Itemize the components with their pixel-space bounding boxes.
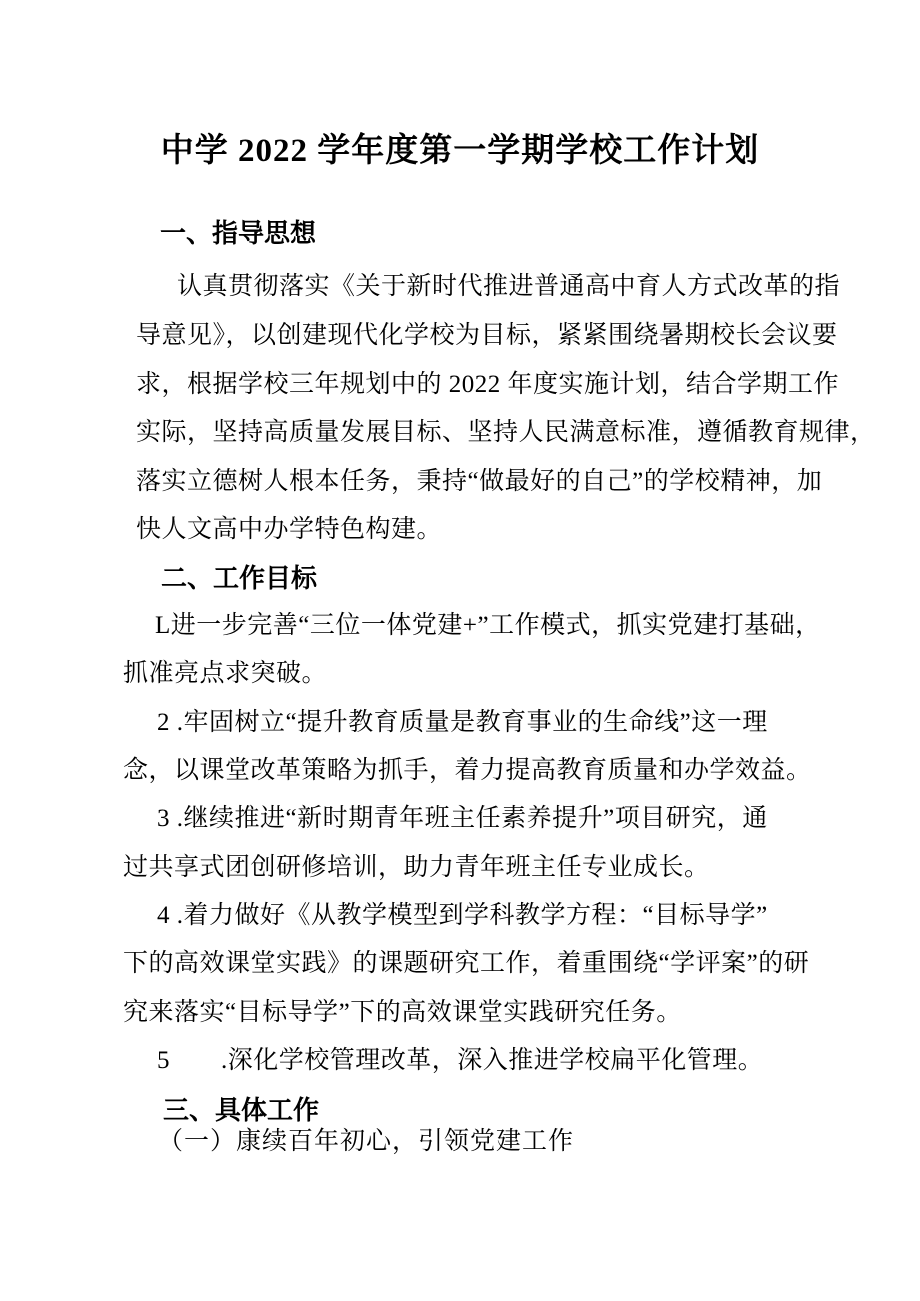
list-item-4-line: 4 .着力做好《从教学模型到学科教学方程：“目标导学”: [157, 902, 768, 929]
body-line: 认真贯彻落实《关于新时代推进普通高中育人方式改革的指: [177, 273, 841, 300]
heading-work-goals: 二、工作目标: [161, 563, 318, 593]
heading-guiding-ideology: 一、指导思想: [160, 218, 317, 248]
body-line: 抓准亮点求突破。: [123, 660, 328, 687]
sub-heading-party-building: （一）康续百年初心，引领党建工作: [158, 1128, 575, 1155]
body-line: 快人文高中办学特色构建。: [136, 516, 443, 543]
body-line: 求，根据学校三年规划中的 2022 年度实施计划，结合学期工作: [136, 371, 840, 398]
page-title: 中学 2022 学年度第一学期学校工作计划: [160, 133, 760, 169]
body-line: 过共享式团创研修培训，助力青年班主任专业成长。: [123, 854, 710, 881]
list-item-2-line: 2 .牢固树立“提升教育质量是教育事业的生命线”这一理: [157, 709, 768, 736]
body-line: 落实立德树人根本任务，秉持“做最好的自己”的学校精神，加: [136, 468, 823, 495]
list-item-5-line: 5 .深化学校管理改革，深入推进学校扁平化管理。: [157, 1047, 764, 1074]
body-line: 实际，坚持高质量发展目标、坚持人民满意标准，遵循教育规律，: [136, 419, 876, 446]
body-line: 究来落实“目标导学”下的高效课堂实践研究任务。: [123, 999, 682, 1026]
body-line: 下的高效课堂实践》的课题研究工作，着重围绕“学评案”的研: [123, 950, 810, 977]
list-item-3-line: 3 .继续推进“新时期青年班主任素养提升”项目研究，通: [157, 805, 768, 832]
body-line: 导意见》，以创建现代化学校为目标，紧紧围绕暑期校长会议要: [136, 322, 838, 349]
list-item-1-line: L进一步完善“三位一体党建+”工作模式，抓实党建打基础，: [155, 612, 821, 639]
heading-specific-work: 三、具体工作: [163, 1095, 320, 1125]
body-line: 念，以课堂改革策略为抓手，着力提高教育质量和办学效益。: [123, 757, 812, 784]
